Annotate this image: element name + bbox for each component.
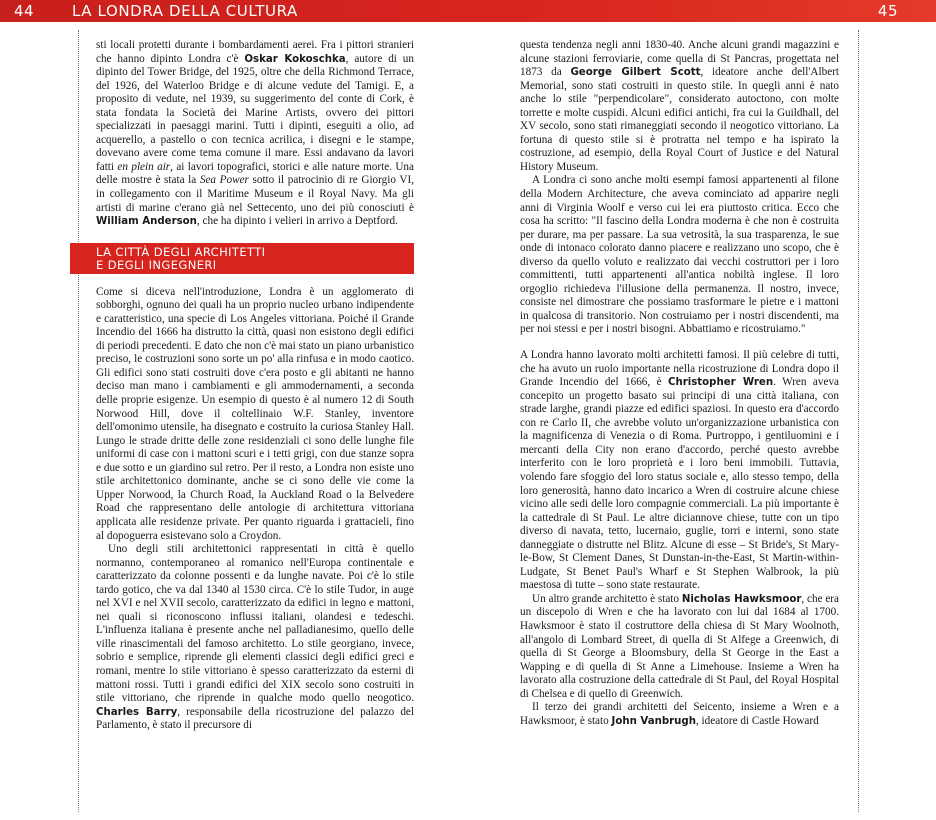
architect-name: Charles Barry (96, 706, 178, 718)
architect-name: John Vanbrugh (611, 715, 696, 727)
architect-name: Christopher Wren (668, 377, 774, 389)
right-margin-rule (858, 30, 859, 812)
paragraph: Uno degli stili architettonici rappresentati in città è quello normanno, contemporaneo al romanico nell'Europa continentale e caratterizzato da colonne possenti e da lunghe navate. Poi c'è lo stile tardo gotico, che va dal 1340 al 1530 circa. C'è lo stile Tudor, in auge nel XVI e nel XVII secolo, caratterizzato da edifici in legno e mattoni, nei quali si riconoscono influssi italiani, olandesi e tedeschi. L'influenza italiana è presente anche nel palladianesimo, quello delle ville rinascimentali del famoso architetto. Lo stile georgiano, invece, sobrio e semplice, riprende gli elementi classici degli edifici greci e romani, mentre lo stile vittoriano è spesso caratterizzato da esterni di mattoni rossi. Tutti i grandi edifici del XIX secolo sono costruiti in stile vittoriano, che riprende in qualche modo quello neogotico. Charles Barry, responsabile della ricostruzione del palazzo del Parlamento, è stato il precursore di (96, 543, 415, 732)
artist-name: William Anderson (96, 216, 197, 228)
running-header (0, 0, 936, 22)
architect-name: George Gilbert Scott (570, 67, 701, 79)
running-title: LA LONDRA DELLA CULTURA (72, 2, 298, 20)
architect-name: Nicholas Hawksmoor (681, 593, 802, 605)
left-margin-rule (78, 30, 79, 812)
paragraph: A Londra ci sono anche molti esempi famosi appartenenti al filone della Modern Architecture, che aveva cominciato ad apparire negli anni di Virginia Woolf e verso cui lei era piuttosto critica. Ecco che cosa ha scritto: "Il fascino della Londra moderna è che non è costruita per durare, ma per passare. La sua vetrosità, la sua trasparenza, le sue onde di intonaco colorato danno piacere e realizzano uno scopo, che è diverso da quello voluto e realizzato dai vecchi costruttori per i loro committenti, tutti appartenenti all'antica nobiltà inglese. Il loro orgoglio richiedeva l'illusione della permanenza. Il nostro, invece, consiste nel dimostrare che possiamo trasformare le pietre e i mattoni in qualcosa di transitorio. Non costruiamo per i nostri discendenti, ma per noi stessi e per i nostri bisogni. Abbattiamo e ricostruiamo." (520, 174, 839, 336)
paragraph: Il terzo dei grandi architetti del Seicento, insieme a Wren e a Hawksmoor, è stato John Vanbrugh, ideatore di Castle Howard (520, 701, 839, 727)
right-page-column (520, 39, 839, 728)
paragraph: Un altro grande architetto è stato Nicholas Hawksmoor, che era un discepolo di Wren e che ha lavorato con lui dal 1684 al 1700. Hawksmoor è stato il costruttore della chiesa di St Mary Woolnoth, all'angolo di Lombard Street, di quella di St Alfege a Greenwich, di quella di St George a Bloomsbury, della St George in the East a Wapping e di quella di St Anne a Limehouse. Insieme a Wren ha lavorato alla costruzione della cattedrale di St Paul, del Royal Hospital di Chelsea e di quello di Greenwich. (520, 592, 840, 700)
page-number-left: 44 (14, 2, 35, 20)
paragraph: A Londra hanno lavorato molti architetti famosi. Il più celebre di tutti, che ha avuto un ruolo importante nella ricostruzione di Londra dopo il Grande Incendio del 1666, è Christopher Wren. Wren aveva concepito un progetto basato sui principi di una città italiana, con strade larghe, grandi piazze ed edifici spaziosi. In questo era d'accordo con re Carlo II, che avrebbe voluto un'organizzazione urbanistica con la magnificenza di Venezia o di Roma. Purtroppo, i gentiluomini e i mercanti della City non erano d'accordo, perché questo avrebbe interferito con le loro proprietà e i loro beni immobili. Tuttavia, volendo fare sfoggio del loro status sociale e, allo stesso tempo, della loro generosità, hanno dato incarico a Wren di costruire alcune chiese vicino alle sedi delle loro compagnie commerciali. La più importante è la cattedrale di St Paul. Le altre diciannove chiese, tutte con un tipo diverso di navata, tetto, lucernaio, guglie, torri e interni, sono state danneggiate o distrutte nel Blitz. Alcune di esse – St Bride's, St Mary-le-Bow, St Clement Danes, St Dunstan-in-the-East, St Martin-within-Ludgate, St Benet Paul's Wharf e St Stephen Walbrook, la più maestosa di tutte – sono state restaurate. (520, 349, 840, 592)
paragraph: sti locali protetti durante i bombardamenti aerei. Fra i pittori stranieri che hanno dipinto Londra c'è Oskar Kokoschka, autore di un dipinto del Tower Bridge, del 1925, oltre che della Richmond Terrace, del 1926, del Waterloo Bridge e di alcune vedute del Tamigi. E, a proposito di vedute, nel 1939, su suggerimento del conte di Cork, è stata fondata la Società dei Marine Artists, ovvero dei pittori specializzati in paesaggi marini. Tutti i dipinti, eseguiti a olio, ad acquerello, a pastello o con tecnica acrilica, i disegni e le stampe, dovevano avere come tema comune il mare. Essi andavano da lavori fatti en plein air, ai lavori topografici, storici e alle nature morte. Una delle mostre è stata la Sea Power sotto il patrocinio di re Giorgio VI, in collegamento con il Maritime Museum e il Royal Navy. Ma gli artisti di marine c'erano già nel Settecento, uno dei più conosciuti è William Anderson, che ha dipinto i velieri in arrivo a Deptford. (96, 39, 414, 228)
page-number-right: 45 (877, 2, 898, 20)
paragraph: Come si diceva nell'introduzione, Londra è un agglomerato di sobborghi, ognuno dei quali ha un proprio nucleo urbano indipendente e caratteristico, una specie di Los Angeles vittoriana. Poiché il Grande Incendio del 1666 ha distrutto la città, quasi non esistono degli edifici di periodi precedenti. E dato che non c'è mai stato un piano urbanistico preciso, le costruzioni sono sorte un po' alla rinfusa e in modo caotico. Gli edifici sono stati costruiti dove c'era posto e gli abitanti ne hanno deciso man mano i cambiamenti e gli ammodernamenti, a seconda delle proprie esigenze. Un esempio di questo è al numero 12 di South Norwood Hill, dove il coltellinaio W.F. Stanley, inventore dell'omonimo utensile, ha disegnato e costruito la curiosa Stanley Hall. Lungo le strade dritte delle zone residenziali ci sono delle lunghe file uniformi di case con i mattoni scuri e i tetti grigi, con due stanze sopra e due sotto e un giardino sul retro. Per il resto, a Londra non esiste uno stile architettonico dominante, anche se ci sono delle vie come la Upper Norwood, la Church Road, la Auckland Road o la Belvedere Road che rappresentano delle antologie di architettura vittoriana applicata alle residenze private. Per quanto riguarda i grattacieli, fino al dopoguerra esistevano solo a Croydon. (96, 285, 414, 542)
paragraph: questa tendenza negli anni 1830-40. Anche alcuni grandi magazzini e alcune stazioni ferroviarie, come quella di St Pancras, progettata nel 1873 da George Gilbert Scott, ideatore anche dell'Albert Memorial, sono stati costruiti in questo stile. In quegli anni è nato anche lo stile "perpendicolare", considerato autoctono, con molte torrette e molte cuspidi. Alcuni edifici antichi, fra cui la Guildhall, del XV secolo, sono stati rimaneggiati secondo il neogotico vittoriano. La fortuna di questo stile si è protratta nel tempo e ha ispirato la costruzione, ad esempio, della Royal Court of Justice e del Natural History Museum. (520, 39, 840, 173)
section-heading: LA CITTÀ DEGLI ARCHITETTI E DEGLI INGEGNERI (70, 243, 414, 274)
artist-name: Oskar Kokoschka (244, 53, 346, 65)
left-page-column (96, 39, 414, 733)
